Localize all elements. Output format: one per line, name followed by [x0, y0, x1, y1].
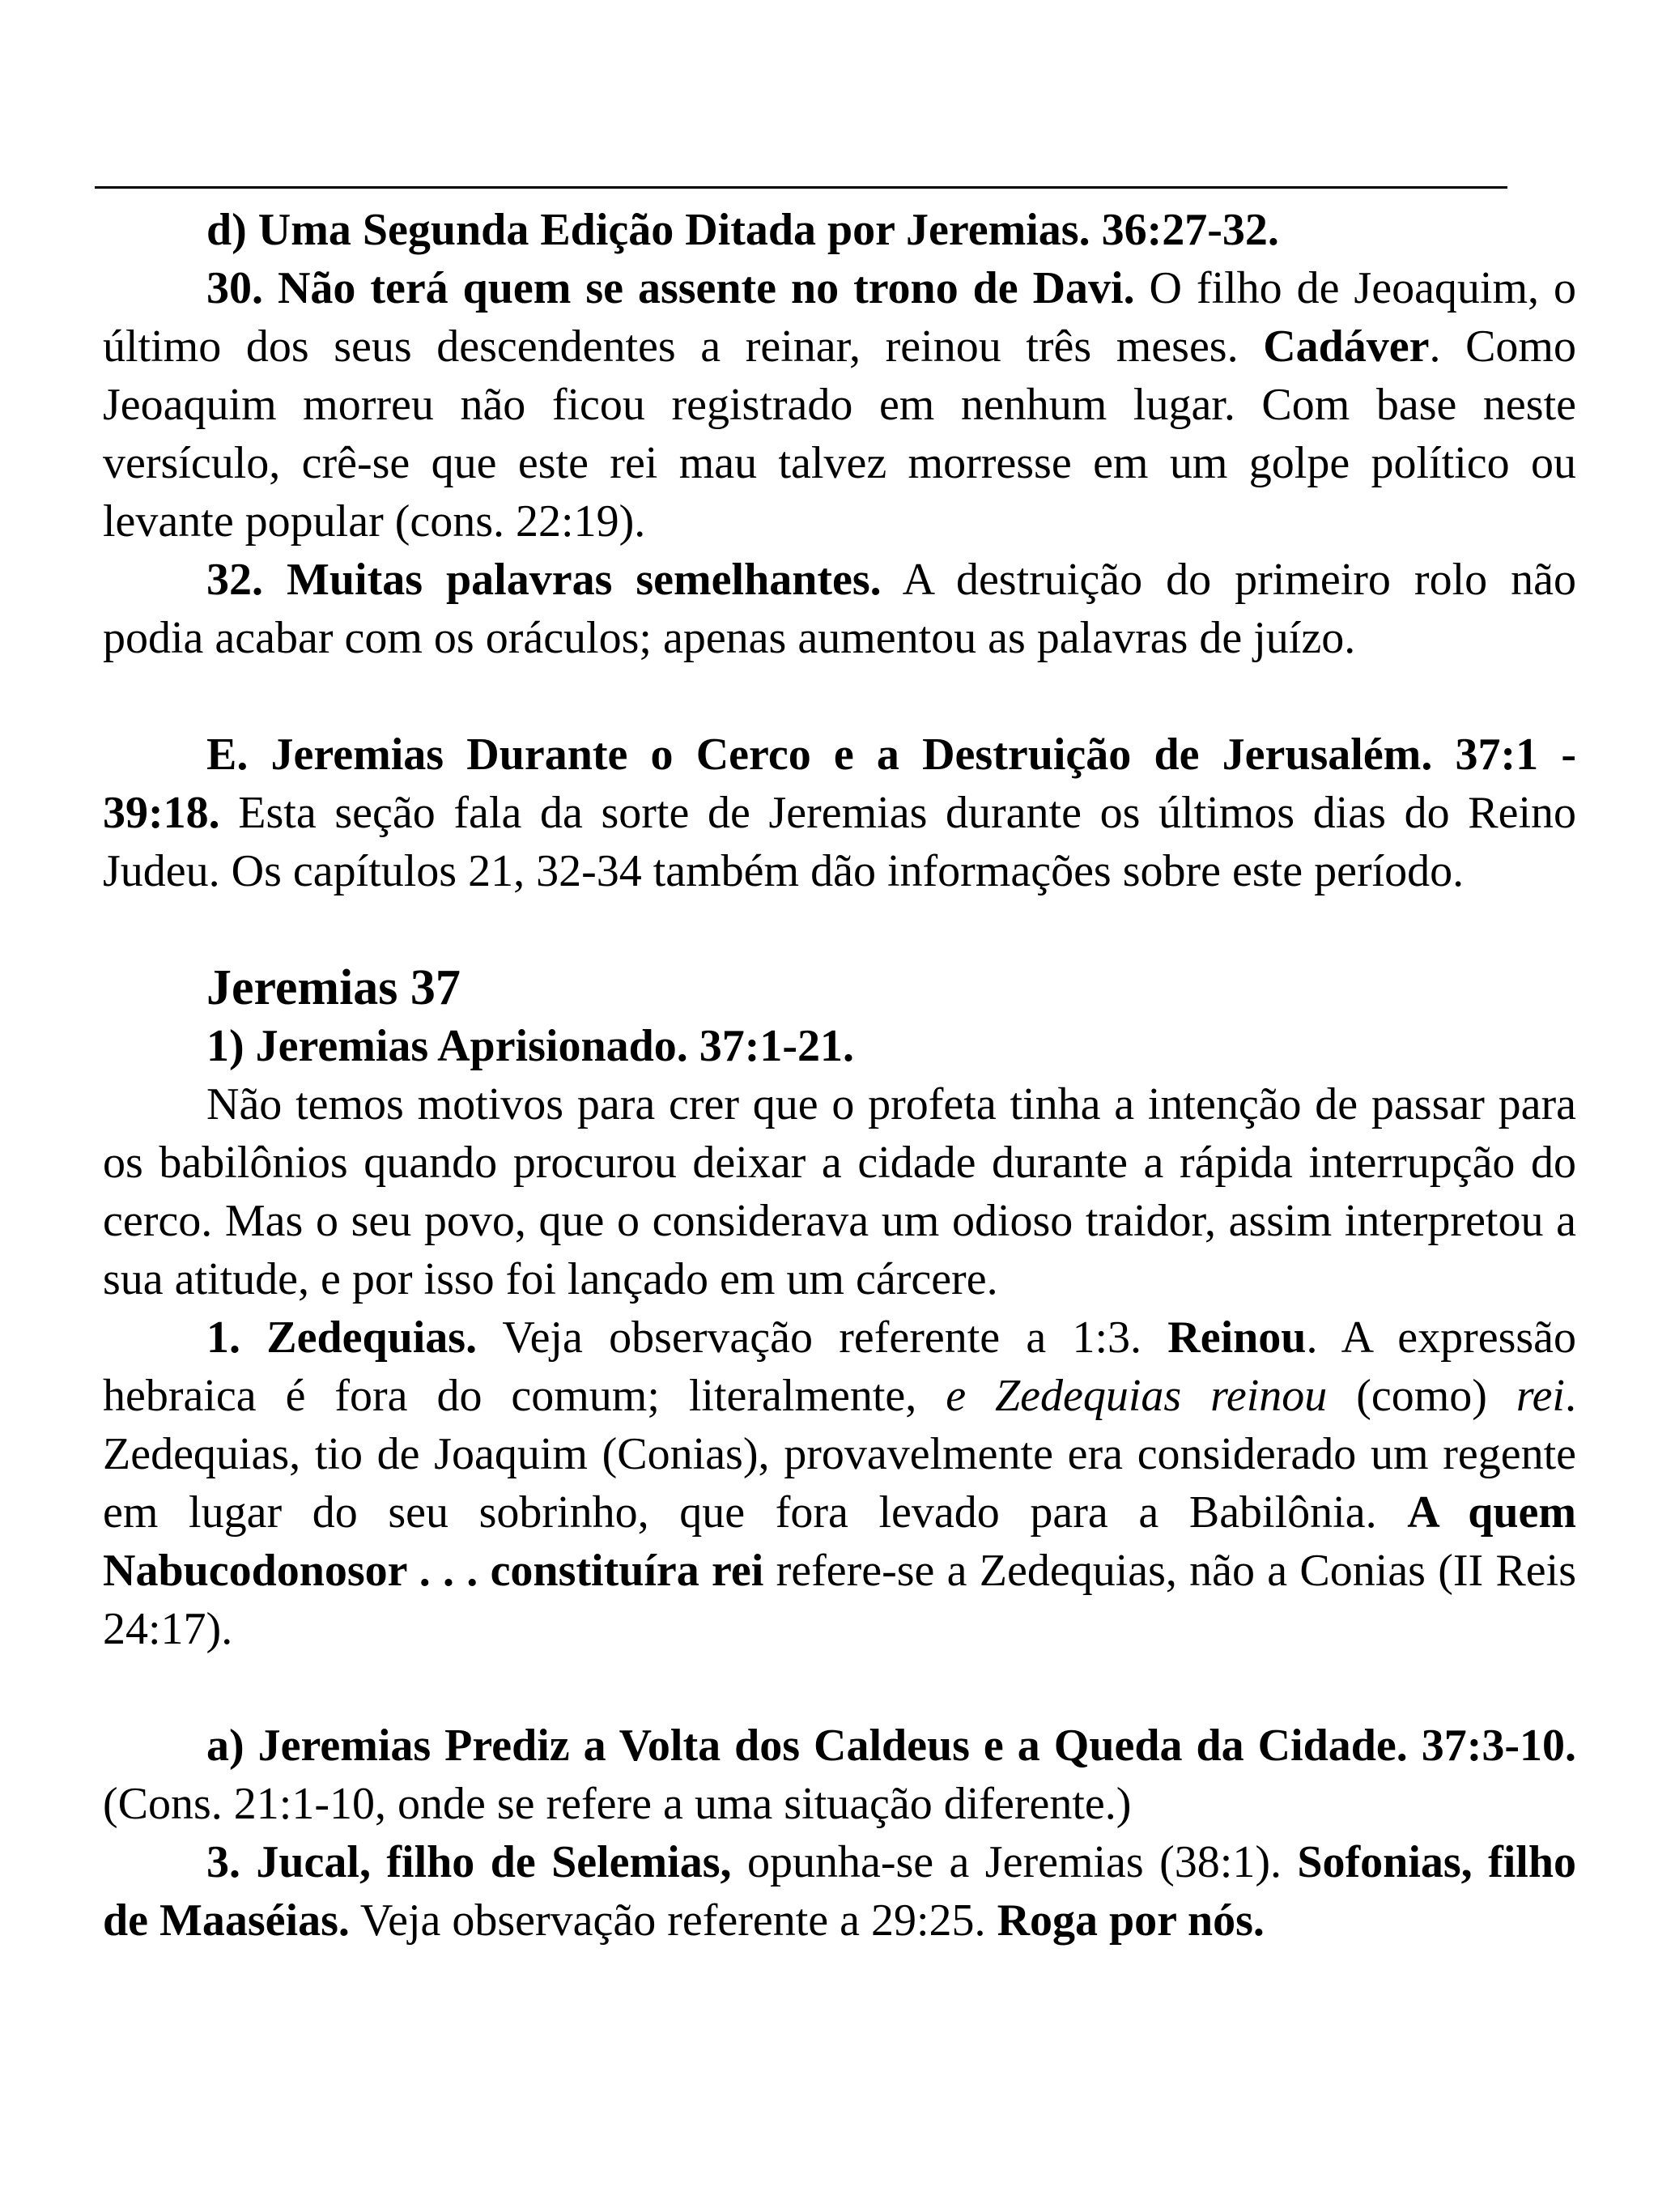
heading-text: d) Uma Segunda Edição Ditada por Jeremias. 36:27-32.: [206, 205, 1279, 255]
subsection-heading-1: [103, 1017, 1576, 1075]
cadaver-label: Cadáver: [1263, 321, 1430, 372]
verse-1-paragraph: [103, 1308, 1576, 1658]
italic-phrase-1: e Zedequias reinou: [946, 1371, 1328, 1421]
subsection-heading-text: 1) Jeremias Aprisionado. 37:1-21.: [206, 1021, 855, 1071]
verse-1-label: 1. Zedequias.: [206, 1312, 478, 1363]
section-a-heading: a) Jeremias Prediz a Volta dos Caldeus e a Queda da Cidade. 37:3-10.: [206, 1721, 1576, 1771]
intro-paragraph: Não temos motivos para crer que o profeta tinha a intenção de passar para os babilônios quando procurou deixar a cidade durante a rápida interrupção do cerco. Mas o seu povo, que o considerava um odioso traidor, assim interpretou a sua atitude, e por isso foi lançado em um cárcere.: [103, 1079, 1576, 1304]
italic-phrase-2: rei: [1516, 1371, 1565, 1421]
verse-1-text-2: (como): [1327, 1371, 1516, 1421]
section-e-text: Esta seção fala da sorte de Jeremias durante os últimos dias do Reino Judeu. Os capítulos 21, 32-34 também dão informações sobre este período.: [103, 788, 1576, 896]
verse-3-text: opunha-se a Jeremias (38:1).: [731, 1837, 1298, 1887]
section-e-heading: E. Jeremias Durante o Cerco e a Destruição de Jerusalém. 37:1 - 39:18.: [103, 730, 1576, 838]
sofonias-label: Sofonias, filho de Maaséias.: [103, 1837, 1577, 1946]
header-rule: [95, 186, 1507, 189]
section-a-paragraph: [103, 1716, 1576, 1833]
reinou-label: Reinou: [1167, 1312, 1307, 1363]
verse-30-text: O filho de Jeoaquim, o último dos seus descendentes a reinar, reinou três meses.: [103, 263, 1576, 372]
verse-32-paragraph: [103, 551, 1576, 667]
nabucodonosor-label: A quem Nabucodonosor . . . constituíra rei: [103, 1487, 1576, 1596]
sofonias-text: Veja observação referente a 29:25.: [349, 1895, 997, 1946]
section-e-paragraph: [103, 725, 1576, 900]
verse-32-label: 32. Muitas palavras semelhantes.: [206, 555, 882, 605]
reinou-text: . A expressão hebraica é fora do comum; literalmente,: [103, 1312, 1577, 1421]
verse-3-paragraph: [103, 1833, 1576, 1950]
verse-1-text-3: . Zedequias, tio de Joaquim (Conias), provavelmente era considerado um regente em lugar do seu sobrinho, que fora levado para a Babilônia.: [103, 1371, 1576, 1538]
verse-1-text-4: refere-se a Zedequias, não a Conias (II Reis 24:17).: [103, 1546, 1576, 1654]
verse-1-text: Veja observação referente a 1:3.: [477, 1312, 1168, 1363]
cadaver-text: . Como Jeoaquim morreu não ficou registrado em nenhum lugar. Com base neste versículo, crê-se que este rei mau talvez morresse em um golpe político ou levante popular (cons. 22:19).: [103, 321, 1576, 547]
document-page: [103, 0, 1576, 2212]
section-heading-d: [103, 201, 1576, 259]
chapter-title: Jeremias 37: [206, 960, 461, 1015]
verse-30-paragraph: [103, 259, 1576, 551]
page-content: [103, 201, 1576, 1950]
verse-32-text: A destruição do primeiro rolo não podia acabar com os oráculos; apenas aumentou as palavras de juízo.: [103, 555, 1576, 663]
verse-30-label: 30. Não terá quem se assente no trono de Davi.: [206, 263, 1135, 313]
roga-label: Roga por nós.: [997, 1895, 1265, 1946]
section-a-text: (Cons. 21:1-10, onde se refere a uma situação diferente.): [103, 1779, 1132, 1829]
verse-3-label: 3. Jucal, filho de Selemias,: [206, 1837, 732, 1887]
